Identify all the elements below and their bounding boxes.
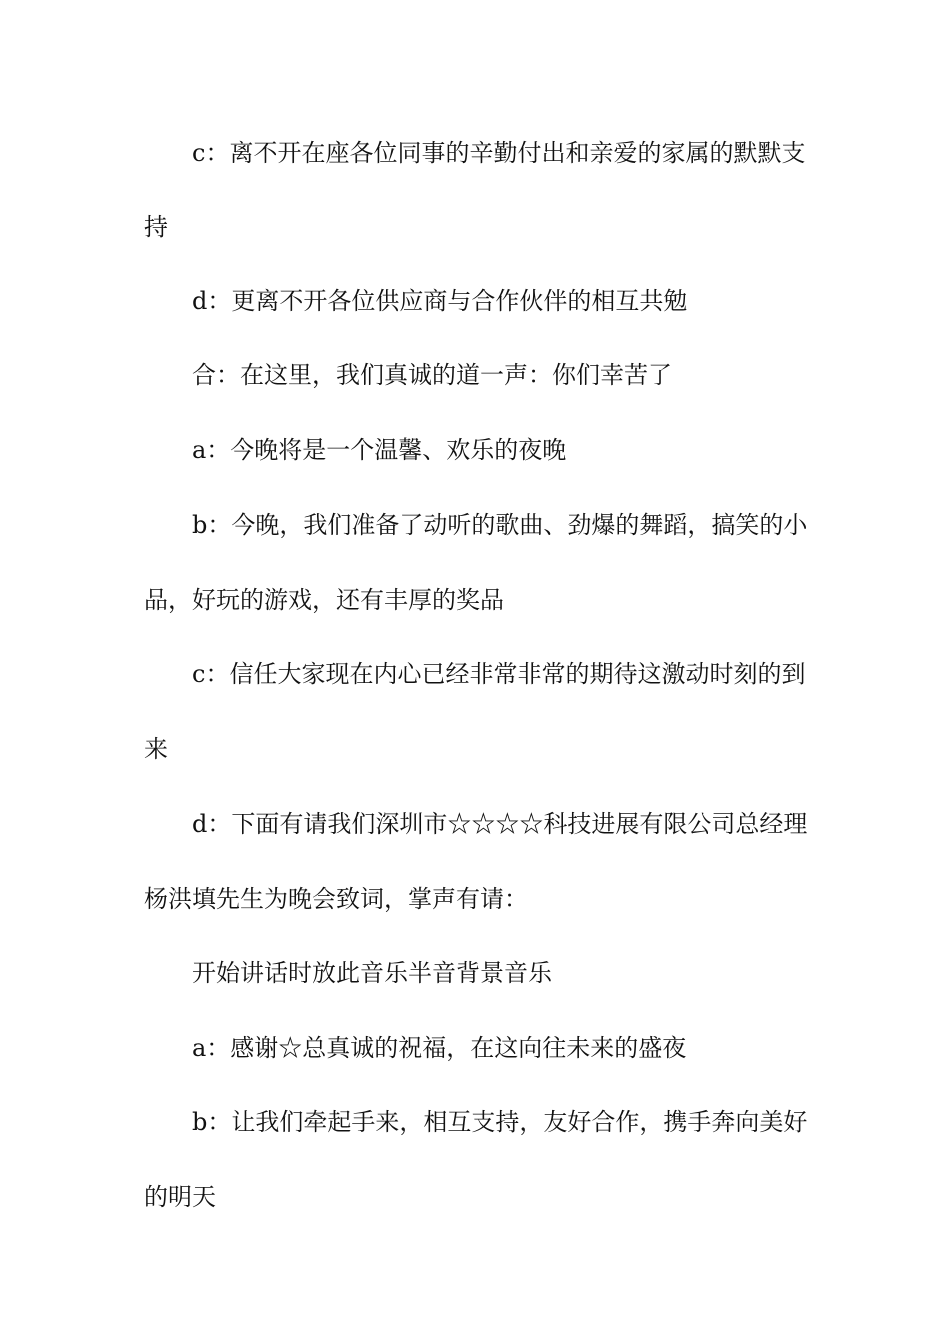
paragraph-line: a：今晚将是一个温馨、欢乐的夜晚 — [192, 436, 567, 464]
paragraph-line: b：让我们牵起手来，相互支持，友好合作，携手奔向美好 — [192, 1108, 808, 1136]
paragraph-line: 合：在这里，我们真诚的道一声：你们幸苦了 — [192, 361, 672, 389]
paragraph-line: 品，好玩的游戏，还有丰厚的奖品 — [144, 586, 504, 614]
paragraph-line: 持 — [144, 213, 168, 241]
paragraph-line: 的明天 — [144, 1183, 216, 1211]
paragraph-line: 开始讲话时放此音乐半音背景音乐 — [192, 959, 552, 987]
paragraph-line: b：今晚，我们准备了动听的歌曲、劲爆的舞蹈，搞笑的小 — [192, 511, 808, 539]
paragraph-line: c：离不开在座各位同事的辛勤付出和亲爱的家属的默默支 — [192, 139, 806, 167]
paragraph-line: d：下面有请我们深圳市☆☆☆☆科技进展有限公司总经理 — [192, 810, 808, 838]
paragraph-line: 杨洪填先生为晚会致词，掌声有请： — [144, 885, 528, 913]
paragraph-line: c：信任大家现在内心已经非常非常的期待这激动时刻的到 — [192, 660, 806, 688]
paragraph-line: 来 — [144, 735, 168, 763]
paragraph-line: a：感谢☆总真诚的祝福，在这向往未来的盛夜 — [192, 1034, 687, 1062]
paragraph-line: d：更离不开各位供应商与合作伙伴的相互共勉 — [192, 287, 688, 315]
